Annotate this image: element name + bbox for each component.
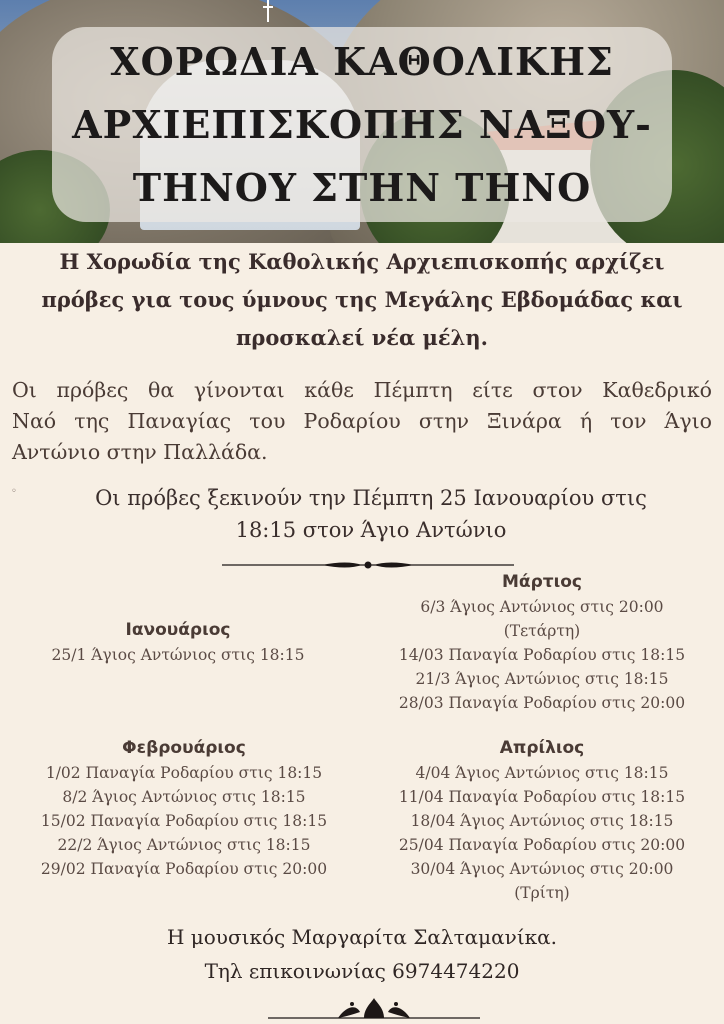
schedule-january (8, 617, 348, 667)
schedule-entry: 25/04 Παναγία Ροδαρίου στις 20:00 (398, 836, 686, 854)
contact-phone: Τηλ επικοινωνίας 6974474220 (204, 959, 520, 983)
start-line: 18:15 στον Άγιο Αντώνιο (235, 518, 507, 542)
description-line: Αντώνιο στην Παλλάδα. (12, 440, 268, 464)
month-heading: Απρίλιος (499, 738, 585, 758)
month-heading: Μάρτιος (502, 572, 582, 592)
schedule-march (364, 569, 720, 715)
ornament-divider-bottom (268, 992, 480, 1024)
title-line: ΤΗΝΟΥ ΣΤΗΝ ΤΗΝΟ (132, 165, 592, 210)
schedule-entry: 4/04 Άγιος Αντώνιος στις 18:15 (415, 764, 669, 782)
schedule-entry: 30/04 Άγιος Αντώνιος στις 20:00 (410, 860, 674, 878)
schedule-entry: 1/02 Παναγία Ροδαρίου στις 18:15 (45, 764, 323, 782)
schedule-entry: 11/04 Παναγία Ροδαρίου στις 18:15 (398, 788, 686, 806)
description-line: Ναό της Παναγίας του Ροδαρίου στην Ξινάρα ή τον Άγιο (12, 409, 712, 433)
month-heading: Ιανουάριος (125, 620, 231, 640)
schedule-entry: (Τρίτη) (514, 884, 570, 902)
title-line: ΧΟΡΩΔΙΑ ΚΑΘΟΛΙΚΗΣ (110, 39, 614, 84)
schedule-entry: 18/04 Άγιος Αντώνιος στις 18:15 (410, 812, 674, 830)
page-title (52, 30, 672, 219)
schedule-entry: 15/02 Παναγία Ροδαρίου στις 18:15 (40, 812, 328, 830)
bullet-icon: ◦ (11, 486, 17, 497)
intro-heading (14, 243, 710, 357)
contact-info (0, 920, 724, 988)
schedule-entry: 22/2 Άγιος Αντώνιος στις 18:15 (57, 836, 311, 854)
schedule-entry: 21/3 Άγιος Αντώνιος στις 18:15 (415, 670, 669, 688)
schedule-april (364, 735, 720, 905)
schedule-entry: (Τετάρτη) (503, 622, 581, 640)
intro-line: Η Χορωδία της Καθολικής Αρχιεπισκοπής αρχίζει (59, 249, 665, 274)
schedule-entry: 25/1 Άγιος Αντώνιος στις 18:15 (51, 646, 305, 664)
schedule-entry: 29/02 Παναγία Ροδαρίου στις 20:00 (40, 860, 328, 878)
description-line: Οι πρόβες θα γίνονται κάθε Πέμπτη είτε στον Καθεδρικό (12, 378, 712, 402)
title-line: ΑΡΧΙΕΠΙΣΚΟΠΗΣ ΝΑΞΟΥ- (72, 102, 652, 147)
rehearsal-description (12, 375, 712, 468)
schedule-entry: 14/03 Παναγία Ροδαρίου στις 18:15 (398, 646, 686, 664)
intro-line: προσκαλεί νέα μέλη. (236, 325, 488, 350)
schedule-entry: 28/03 Παναγία Ροδαρίου στις 20:00 (398, 694, 686, 712)
start-line: Οι πρόβες ξεκινούν την Πέμπτη 25 Ιανουαρίου στις (95, 486, 647, 510)
schedule-february (8, 735, 360, 881)
month-heading: Φεβρουάριος (122, 738, 246, 758)
schedule-entry: 6/3 Άγιος Αντώνιος στις 20:00 (420, 598, 664, 616)
schedule-entry: 8/2 Άγιος Αντώνιος στις 18:15 (62, 788, 306, 806)
musician-name: Η μουσικός Μαργαρίτα Σαλταμανίκα. (166, 925, 558, 949)
start-notice (36, 482, 706, 546)
intro-line: πρόβες για τους ύμνους της Μεγάλης Εβδομάδας και (41, 287, 683, 312)
cross-icon (263, 0, 273, 22)
